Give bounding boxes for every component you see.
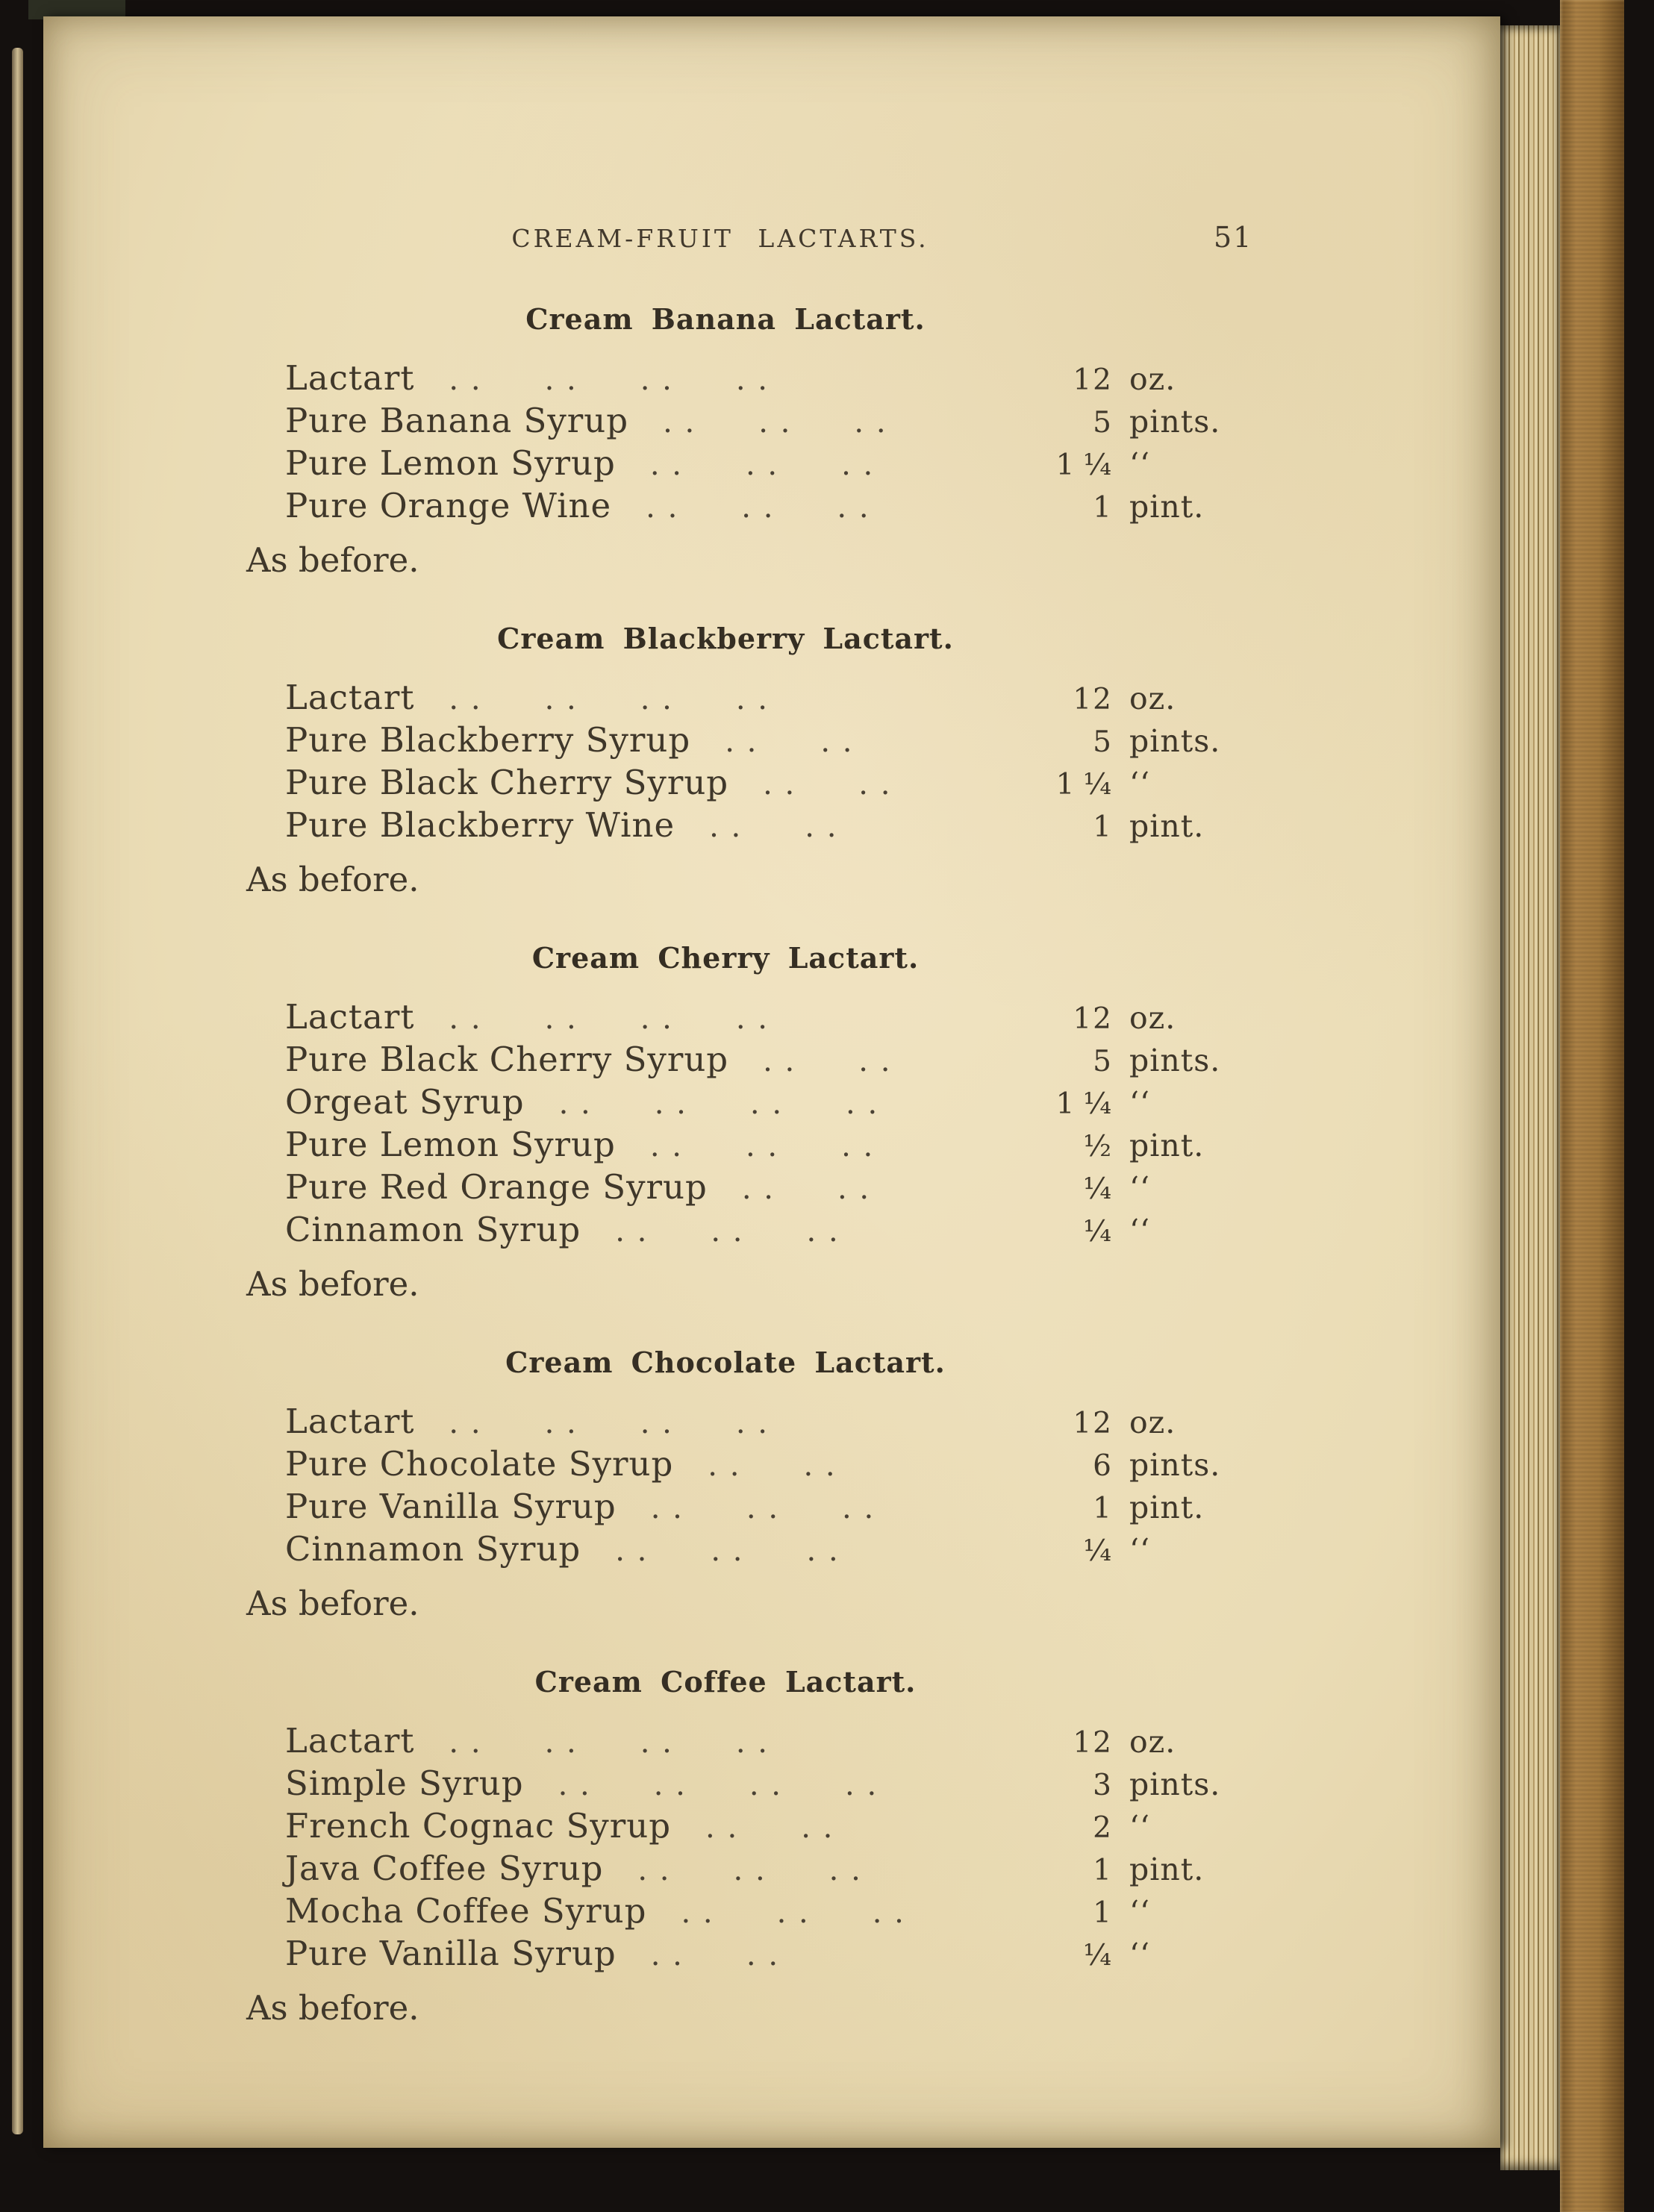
ingredient-row	[285, 1763, 1221, 1806]
ingredient-name: Lactart	[285, 1402, 415, 1441]
ingredient-unit: pint.	[1129, 1490, 1205, 1525]
ingredient-name: Java Coffee Syrup	[285, 1849, 604, 1888]
ingredient-list	[246, 1721, 1351, 1976]
ingredient-unit: oz.	[1129, 681, 1176, 716]
ingredient-unit: ‘‘	[1129, 1532, 1151, 1568]
running-header: CREAM-FRUIT LACTARTS.	[511, 224, 929, 253]
binding-page-sliver	[12, 48, 23, 2134]
ingredient-unit: pints.	[1129, 1043, 1221, 1078]
ingredient-name: Pure Lemon Syrup	[285, 443, 616, 483]
dot-leader: . . . . . . . .	[449, 1725, 769, 1760]
ingredient-row	[285, 1806, 1214, 1849]
ingredient-unit: ‘‘	[1129, 1170, 1151, 1206]
ingredient-unit: ‘‘	[1129, 1894, 1151, 1930]
ingredient-quantity: 6	[1093, 1449, 1113, 1483]
ingredient-row	[285, 1210, 1214, 1252]
dot-leader: . . . .	[741, 1172, 871, 1206]
ingredient-name: Pure Blackberry Wine	[285, 805, 675, 845]
ingredient-row	[285, 1444, 1221, 1487]
dot-leader: . . . . . . . .	[558, 1087, 879, 1121]
ingredient-row	[285, 443, 1214, 486]
ingredient-unit: pints.	[1129, 1766, 1221, 1802]
ingredient-row	[285, 1040, 1221, 1082]
recipe-title: Cream Cherry Lactart.	[531, 941, 920, 975]
ingredient-quantity: 12	[1073, 363, 1113, 397]
ingredient-quantity: 1	[1093, 1492, 1113, 1525]
recipe-title: Cream Coffee Lactart.	[534, 1665, 917, 1699]
recipe-section-banana	[246, 303, 1351, 581]
ingredient-quantity: 5	[1093, 406, 1113, 440]
ingredient-unit: pints.	[1129, 1447, 1221, 1483]
ingredient-row	[285, 1125, 1214, 1167]
ingredient-quantity: 12	[1073, 1726, 1113, 1760]
book-page	[43, 16, 1500, 2148]
ingredient-name: Orgeat Syrup	[285, 1082, 525, 1122]
ingredient-quantity: 1	[1093, 1854, 1113, 1887]
ingredient-row	[285, 763, 1214, 805]
ingredient-quantity: 1	[1093, 1896, 1113, 1930]
ingredient-row	[285, 1167, 1214, 1210]
ingredient-quantity: ¼	[1083, 1172, 1113, 1206]
as-before-note: As before.	[246, 860, 419, 899]
ingredient-name: Pure Black Cherry Syrup	[285, 763, 729, 802]
page-header	[246, 221, 1351, 261]
dot-leader: . . . . . .	[649, 1129, 875, 1163]
ingredient-quantity: 1 ¼	[1055, 449, 1113, 482]
ingredient-name: Lactart	[285, 358, 415, 398]
recipe-section-blackberry	[246, 622, 1351, 900]
ingredient-name: Cinnamon Syrup	[285, 1210, 581, 1249]
ingredient-quantity: 1	[1093, 491, 1113, 525]
dot-leader: . . . . . .	[615, 1214, 840, 1249]
dot-leader: . . . . . .	[646, 490, 870, 525]
ingredient-name: Lactart	[285, 997, 415, 1037]
ingredient-unit: oz.	[1129, 1000, 1176, 1036]
ingredient-row	[285, 1891, 1214, 1934]
dot-leader: . . . . . .	[615, 1534, 840, 1568]
dot-leader: . . . . . . . .	[449, 363, 769, 397]
ingredient-row	[285, 720, 1221, 763]
ingredient-name: Simple Syrup	[285, 1763, 524, 1803]
ingredient-name: Lactart	[285, 678, 415, 717]
ingredient-quantity: ¼	[1083, 1939, 1113, 1972]
as-before-note: As before.	[246, 1264, 419, 1304]
ingredient-name: Pure Orange Wine	[285, 486, 612, 525]
ingredient-unit: pint.	[1129, 1852, 1205, 1887]
ingredient-quantity: 1 ¼	[1055, 1087, 1113, 1121]
ingredient-name: Mocha Coffee Syrup	[285, 1891, 647, 1931]
ingredient-row	[285, 1082, 1214, 1125]
ingredient-list	[246, 358, 1351, 528]
ingredient-row	[285, 1487, 1214, 1529]
dot-leader: . . . .	[708, 1449, 837, 1483]
ingredient-unit: ‘‘	[1129, 1809, 1151, 1845]
recipe-section-cherry	[246, 942, 1351, 1305]
ingredient-quantity: 1	[1093, 810, 1113, 844]
dot-leader: . . . .	[709, 810, 838, 844]
ingredient-quantity: ¼	[1083, 1215, 1113, 1249]
dot-leader: . . . . . . . .	[449, 682, 769, 716]
recipe-title: Cream Banana Lactart.	[525, 302, 926, 336]
dot-leader: . . . . . . . .	[558, 1768, 879, 1802]
ingredient-name: Pure Lemon Syrup	[285, 1125, 616, 1164]
dot-leader: . . . . . .	[649, 448, 875, 482]
ingredient-row	[285, 1529, 1214, 1572]
ingredient-list	[246, 678, 1351, 848]
dot-leader: . . . . . .	[681, 1896, 905, 1930]
dot-leader: . . . . . .	[637, 1853, 862, 1887]
book-cover-edge	[1560, 0, 1624, 2212]
ingredient-unit: ‘‘	[1129, 1937, 1151, 1972]
ingredient-row	[285, 401, 1221, 443]
ingredient-row	[285, 358, 1214, 401]
ingredient-quantity: 5	[1093, 1045, 1113, 1078]
ingredient-quantity: 5	[1093, 725, 1113, 759]
ingredient-list	[246, 1402, 1351, 1572]
ingredient-unit: ‘‘	[1129, 1213, 1151, 1249]
ingredient-quantity: 1 ¼	[1055, 768, 1113, 802]
dot-leader: . . . .	[725, 725, 854, 759]
recipe-title: Cream Blackberry Lactart.	[497, 622, 954, 655]
ingredient-name: Pure Red Orange Syrup	[285, 1167, 708, 1207]
dot-leader: . . . .	[763, 1044, 892, 1078]
ingredient-name: Pure Banana Syrup	[285, 401, 629, 440]
ingredient-name: Lactart	[285, 1721, 415, 1760]
ingredient-quantity: ½	[1083, 1130, 1113, 1163]
ingredient-name: Pure Vanilla Syrup	[285, 1487, 617, 1526]
ingredient-name: Pure Blackberry Syrup	[285, 720, 691, 760]
ingredient-unit: pints.	[1129, 723, 1221, 759]
ingredient-row	[285, 1721, 1214, 1763]
ingredient-name: Pure Chocolate Syrup	[285, 1444, 674, 1484]
as-before-note: As before.	[246, 1584, 419, 1623]
ingredient-unit: oz.	[1129, 361, 1176, 397]
ingredient-row	[285, 805, 1214, 848]
ingredient-row	[285, 997, 1214, 1040]
as-before-note: As before.	[246, 540, 419, 580]
ingredient-row	[285, 1402, 1214, 1444]
as-before-note: As before.	[246, 1988, 419, 2028]
ingredient-row	[285, 486, 1214, 528]
recipe-section-coffee	[246, 1666, 1351, 2028]
ingredient-name: Pure Black Cherry Syrup	[285, 1040, 729, 1079]
dot-leader: . . . .	[763, 767, 892, 802]
page-content	[246, 221, 1351, 2028]
dot-leader: . . . . . . . .	[449, 1406, 769, 1440]
ingredient-unit: oz.	[1129, 1724, 1176, 1760]
dot-leader: . . . .	[705, 1810, 834, 1845]
ingredient-row	[285, 1849, 1214, 1891]
ingredient-row	[285, 1934, 1214, 1976]
ingredient-unit: ‘‘	[1129, 766, 1151, 802]
ingredient-quantity: ¼	[1083, 1534, 1113, 1568]
ingredient-name: Pure Vanilla Syrup	[285, 1934, 617, 1973]
ingredient-unit: pint.	[1129, 1128, 1205, 1163]
ingredient-row	[285, 678, 1214, 720]
dot-leader: . . . . . .	[663, 405, 887, 440]
ingredient-quantity: 3	[1093, 1769, 1113, 1802]
page-edge-stack	[1500, 25, 1560, 2170]
ingredient-name: French Cognac Syrup	[285, 1806, 672, 1846]
ingredient-unit: pint.	[1129, 808, 1205, 844]
ingredient-unit: ‘‘	[1129, 1085, 1151, 1121]
recipe-title: Cream Chocolate Lactart.	[505, 1346, 946, 1379]
recipe-section-chocolate	[246, 1346, 1351, 1624]
ingredient-name: Cinnamon Syrup	[285, 1529, 581, 1569]
dot-leader: . . . .	[650, 1938, 780, 1972]
dot-leader: . . . . . . . .	[449, 1002, 769, 1036]
ingredient-unit: ‘‘	[1129, 446, 1151, 482]
ingredient-quantity: 12	[1073, 1002, 1113, 1036]
ingredient-list	[246, 997, 1351, 1252]
ingredient-quantity: 12	[1073, 1407, 1113, 1440]
ingredient-unit: pints.	[1129, 404, 1221, 440]
ingredient-unit: pint.	[1129, 489, 1205, 525]
dot-leader: . . . . . .	[650, 1491, 876, 1525]
page-number: 51	[1214, 221, 1253, 254]
ingredient-quantity: 12	[1073, 683, 1113, 716]
ingredient-quantity: 2	[1093, 1811, 1113, 1845]
ingredient-unit: oz.	[1129, 1405, 1176, 1440]
